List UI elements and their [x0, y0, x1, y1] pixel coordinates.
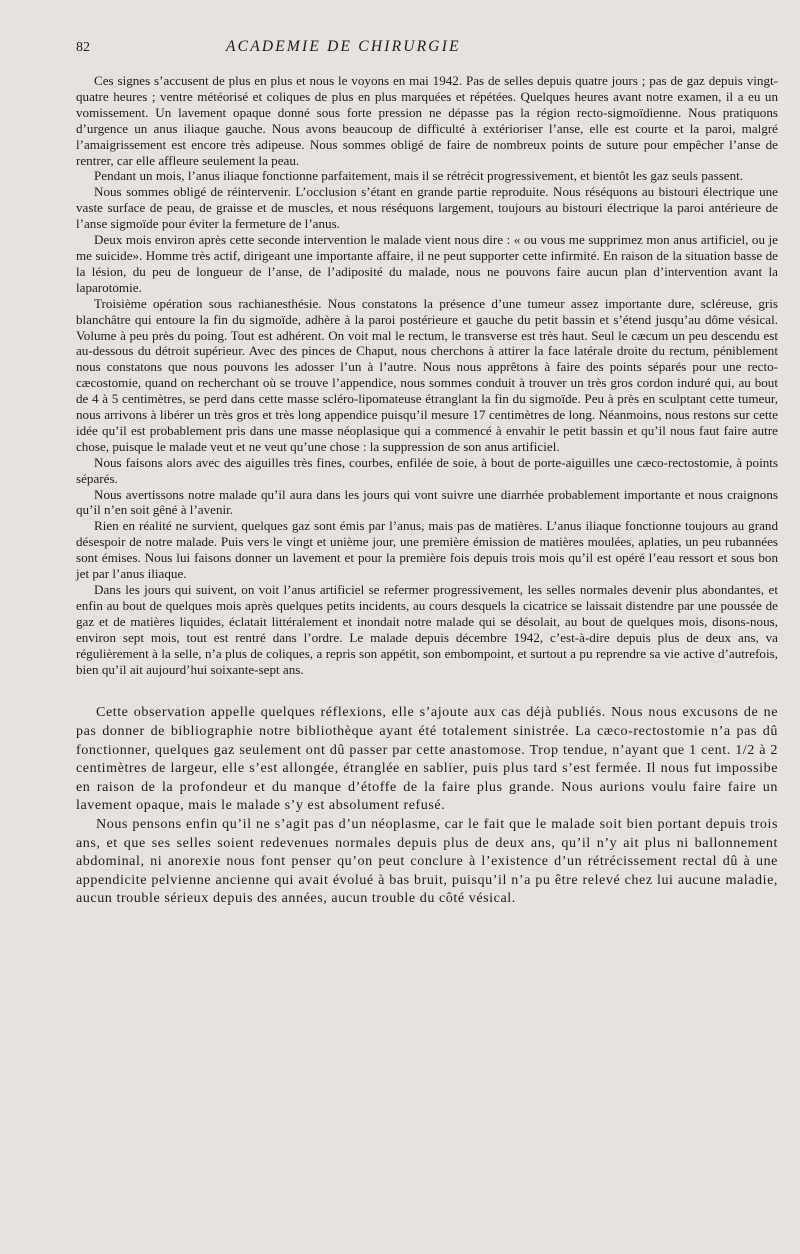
paragraph: Ces signes s’accusent de plus en plus et nous le voyons en mai 1942. Pas de selles depuis quatre jours ; pas de gaz depuis vingt-quatre heures ; ventre météorisé et coliques de plus en plus marquées et répétées. Quelques heures avant notre examen, il a eu un vomissement. Un lavement opaque donné sous forte pression ne dépasse pas la région recto-sigmoïdienne. Nous pratiquons d’urgence un anus iliaque gauche. Nous avons beaucoup de difficulté à extérioriser l’anse, elle est courte et la paroi, malgré l’amaigrissement est encore très adipeuse. Nous sommes obligé de faire de nombreux points de suture pour empêcher l’anse de rentrer, car elle affleure seulement la peau.: [76, 73, 778, 168]
paragraph: Nous avertissons notre malade qu’il aura dans les jours qui vont suivre une diarrhée probablement importante et nous craignons qu’il n’en soit gêné à l’avenir.: [76, 486, 778, 518]
paragraph: Pendant un mois, l’anus iliaque fonctionne parfaitement, mais il se rétrécit progressivement, et bientôt les gaz seuls passent.: [94, 168, 744, 184]
paragraph: Cette observation appelle quelques réflexions, elle s’ajoute aux cas déjà publiés. Nous nous excusons de ne pas donner de bibliographie notre bibliothèque ayant été totalement sinistrée. La cæco-rectostomie n’a pas dû fonctionner, quelques gaz seulement ont dû passer par cette anastomose. Trop tendue, n’ayant que 1 cent. 1/2 à 2 centimètres de largeur, elle s’est allongée, étranglée en sablier, puis plus tard s’est fermée. Il nous fut impossibe en raison de la profondeur et du manque d’étoffe de la faire plus grande. Nous aurions voulu faire faire un lavement opaque, mais le malade s’y est absolument refusé.: [76, 704, 778, 814]
running-head: ACADEMIE DE CHIRURGIE: [226, 38, 461, 55]
paragraph: Deux mois environ après cette seconde intervention le malade vient nous dire : « ou vous me supprimez mon anus artificiel, ou je me suicide». Homme très actif, dirigeant une importante affaire, il ne peut supporter cette infirmité. En raison de la situation basse de la lésion, du peu de longueur de l’anse, de l’adiposité du malade, nous ne pouvons faire aucun plan d’intervention avant la laparotomie.: [76, 232, 778, 295]
paragraph: Nous sommes obligé de réintervenir. L’occlusion s’étant en grande partie reproduite. Nous réséquons au bistouri électrique une vaste surface de peau, de graisse et de muscles, et nous réséquons largement, toujours au bistouri électrique la paroi antérieure de l’anse sigmoïde pour éviter la fermeture de l’anus.: [76, 184, 778, 232]
discussion-section: [76, 703, 778, 908]
paragraph: Nous faisons alors avec des aiguilles très fines, courbes, enfilée de soie, à bout de porte-aiguilles une cæco-rectostomie, à points séparés.: [76, 454, 778, 486]
paragraph: Nous pensons enfin qu’il ne s’agit pas d’un néoplasme, car le fait que le malade soit bien portant depuis trois ans, et que ses selles soient redevenues normales depuis plus de deux ans, qu’il n’y ait plus ni ballonnement abdominal, ni anorexie nous font penser qu’on peut conclure à l’existence d’un rétrécissement rectal dû à une appendicite pelvienne ancienne qui avait évolué à bas bruit, puisqu’il n’a pu être relevé chez lui aucune maladie, aucun trouble sérieux depuis des années, aucun trouble du côté vésical.: [76, 816, 778, 907]
paragraph: Dans les jours qui suivent, on voit l’anus artificiel se refermer progressivement, les selles normales devenir plus abondantes, et enfin au bout de quelques mois après quelques petits incidents, au cours desquels la cicatrice se laissait distendre par une poussée de gaz et de matières liquides, éclatait littéralement et inondait notre malade qui se désolait, au bout de quelques mois, disons-nous, environ sept mois, tout est rentré dans l’ordre. Le malade depuis décembre 1942, c’est-à-dire depuis plus de deux ans, va régulièrement à la selle, n’a plus de coliques, a repris son appétit, son embompoint, et surtout a pu reprendre sa vie active d’autrefois, bien qu’il ait aujourd’hui soixante-sept ans.: [76, 582, 778, 677]
section-gap: [76, 677, 778, 703]
paragraph: Troisième opération sous rachianesthésie. Nous constatons la présence d’une tumeur assez importante dure, scléreuse, gris blanchâtre qui entoure la fin du sigmoïde, adhère à la paroi postérieure et gauche du petit bassin et s’étend jusqu’au dôme vésical. Volume à peu près du poing. Tout est adhérent. On voit mal le rectum, le transverse est très haut. Seul le cæcum un peu descendu est au-dessous du détroit supérieur. Avec des pinces de Chaput, nous cherchons à attirer la face latérale droite du rectum, péniblement nous constatons que nous pouvons les adosser l’un à l’autre. Nous nous apprêtons à faire des points séparés pour une recto-cæcostomie, quand on recherchant où se trouve l’appendice, nous sommes conduit à trouver un très gros cordon induré qui, au bout de 4 à 5 centimètres, se perd dans cette masse scléro-lipomateuse étranglant la fin du sigmoïde. Peu à près en sculptant cette tumeur, nous arrivons à libérer un très gros et très long appendice puisqu’il mesure 17 centimètres de long. Néanmoins, nous restons sur cette idée qu’il est probablement pris dans une masse néoplasique qui a commencé à envahir le petit bassin et qu’il nous faut faire autre chose, puisque le malade veut et ne veut qu’une chose : la suppression de son anus artificiel.: [76, 295, 778, 454]
case-report-section: [76, 73, 778, 677]
page-number: 82: [76, 40, 90, 55]
page-header: [76, 38, 778, 56]
paragraph: Rien en réalité ne survient, quelques gaz sont émis par l’anus, mais pas de matières. L’anus iliaque fonctionne toujours au grand désespoir de notre malade. Puis vers le vingt et unième jour, une première émission de matières moulées, aplaties, un peu rubannées sont émises. Nous lui faisons donner un lavement et pour la première fois depuis trois mois qu’il est opéré l’eau ressort et sous bon jet par l’anus iliaque.: [76, 518, 778, 582]
